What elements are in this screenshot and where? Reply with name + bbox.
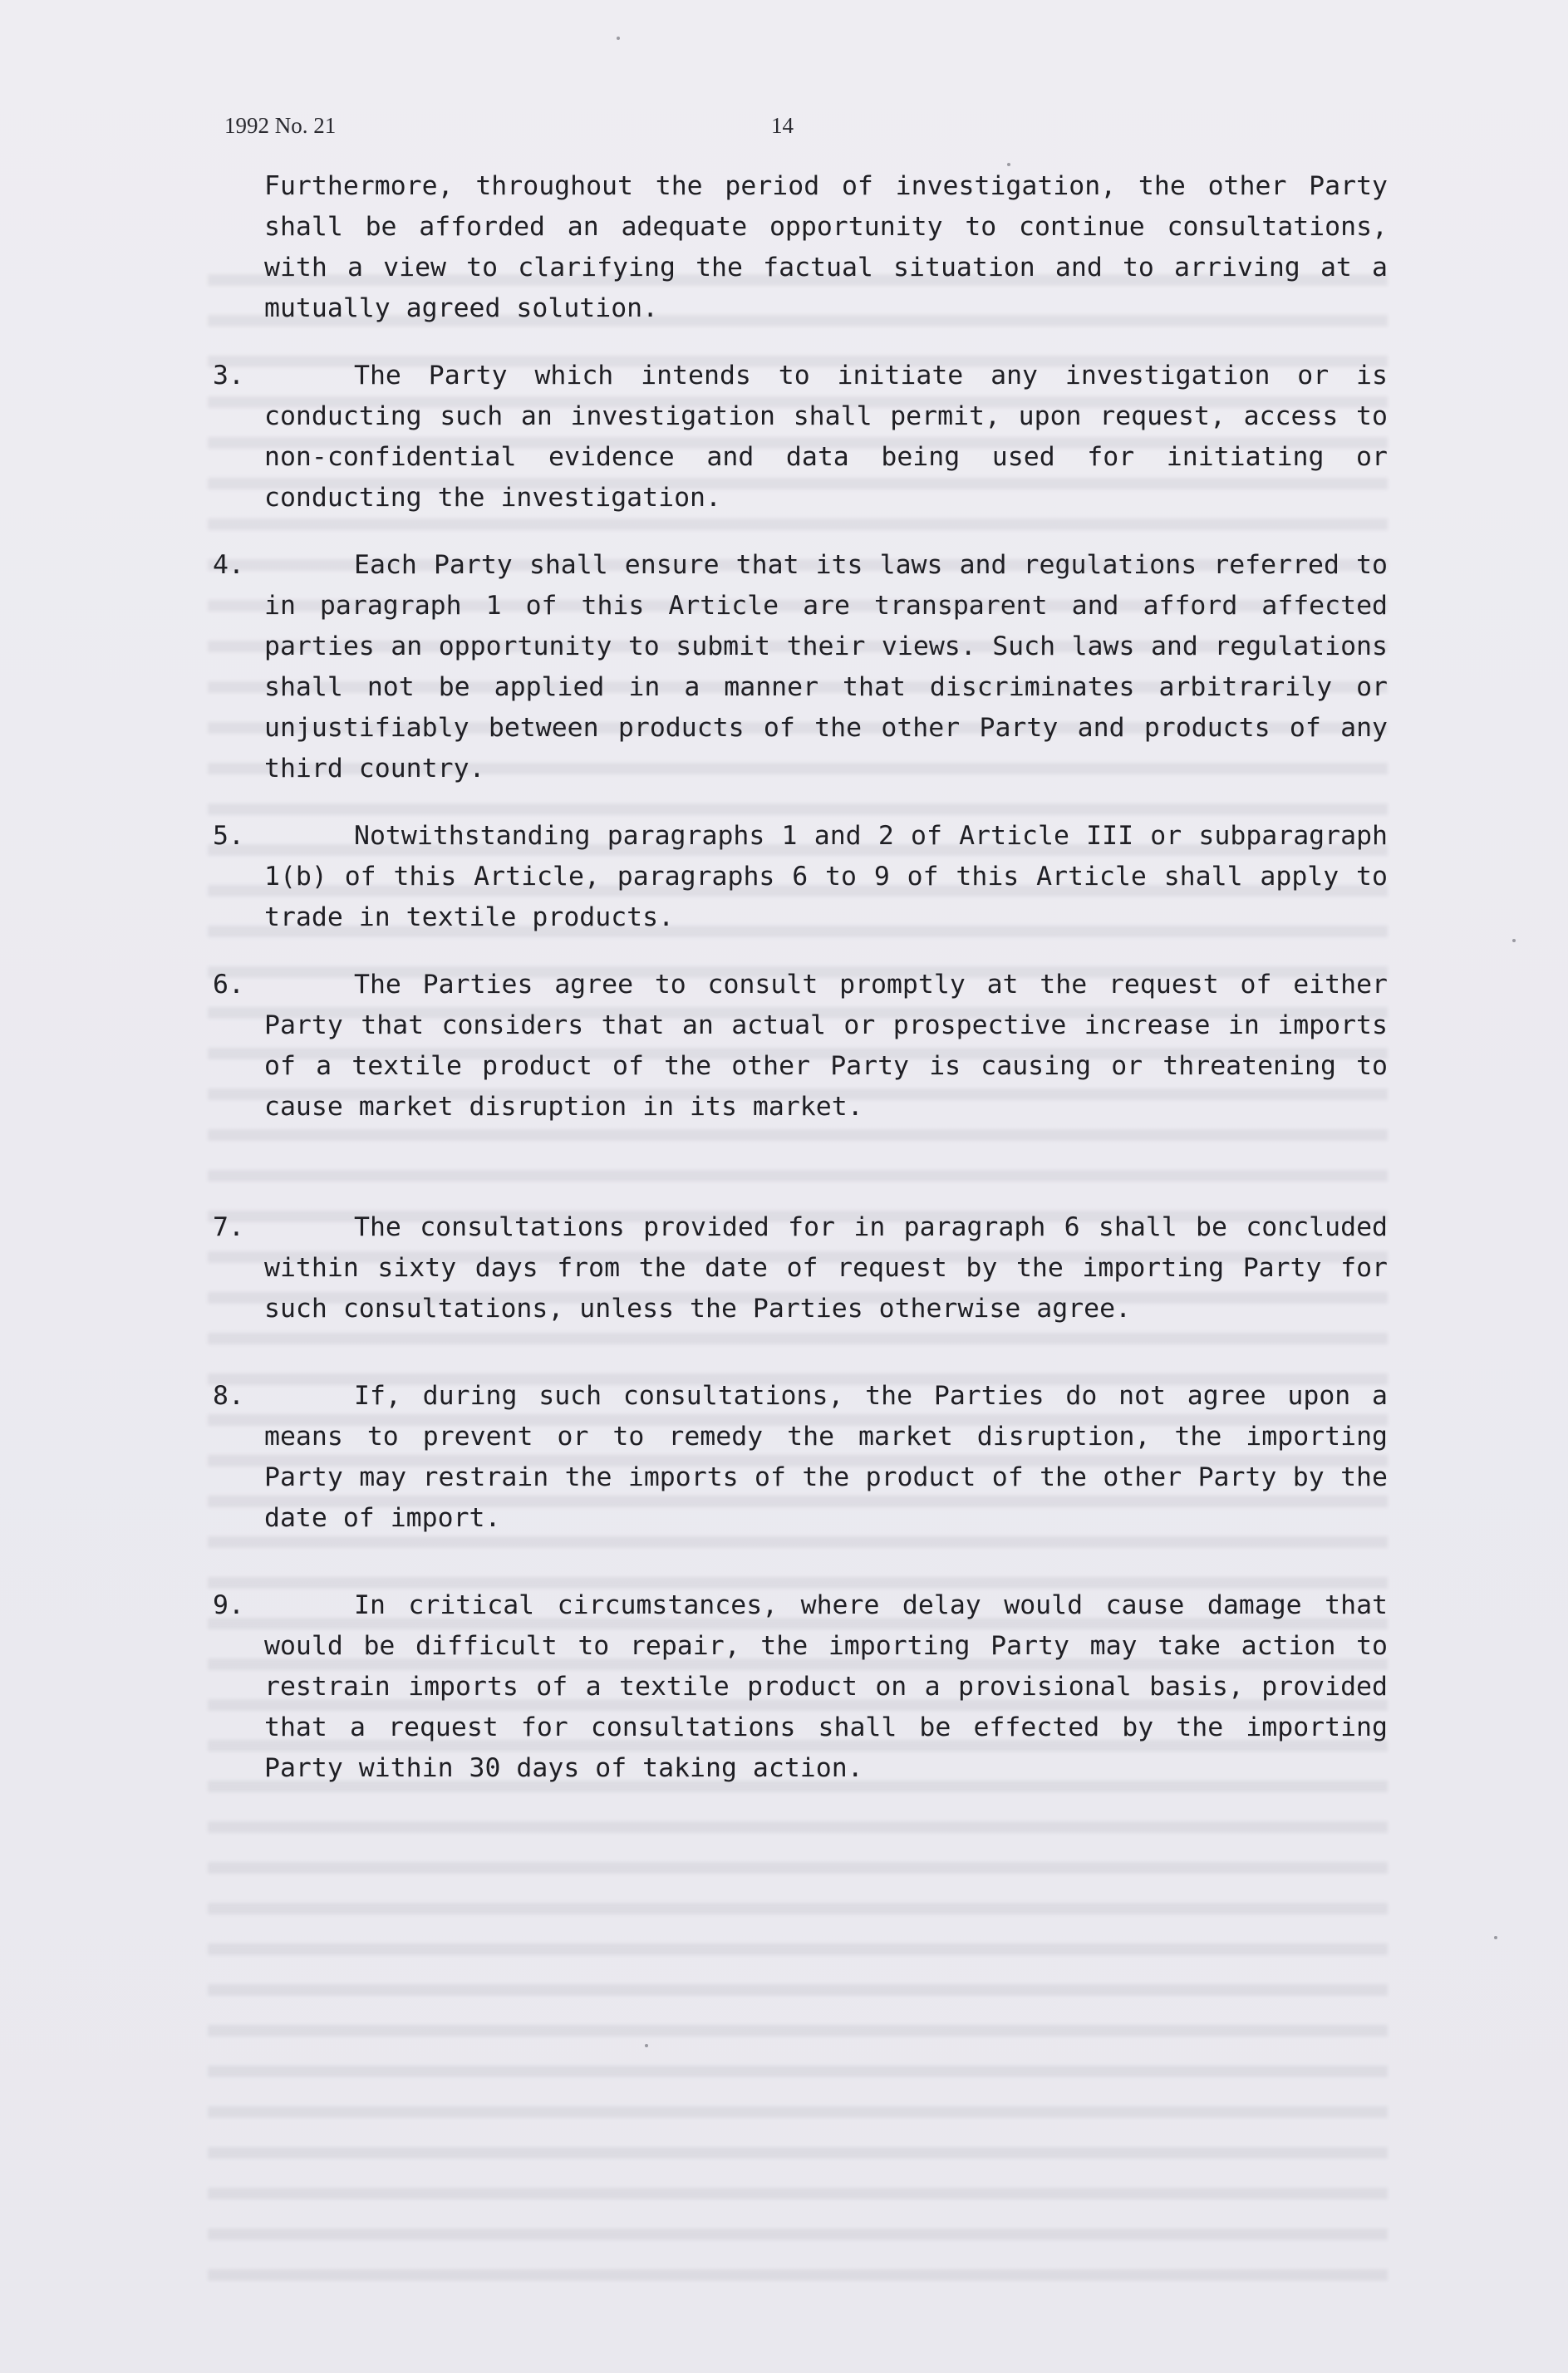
- paragraph-8: [208, 1376, 1388, 1539]
- paragraph-text: Furthermore, throughout the period of investigation, the other Party shall be afforded an adequate opportunity to continue consultations, with a view to clarifying the factual situation and to arriving at a mutually agreed solution.: [264, 171, 1388, 323]
- paragraph-text: Notwithstanding paragraphs 1 and 2 of Article III or subparagraph 1(b) of this Article, paragraphs 6 to 9 of this Article shall apply to trade in textile products.: [264, 821, 1388, 932]
- document-body: [208, 166, 1388, 1789]
- paragraph-7: [208, 1207, 1388, 1329]
- paper-speck: [1007, 163, 1010, 166]
- paragraph-3: [208, 356, 1388, 518]
- paper-speck: [1494, 1936, 1497, 1939]
- paragraph-text: The consultations provided for in paragraph 6 shall be concluded within sixty days from the date of request by the importing Party for such consultations, unless the Parties otherwise agree.: [264, 1212, 1388, 1324]
- paragraph-number: 9.: [213, 1590, 244, 1620]
- paragraph-text: Each Party shall ensure that its laws and regulations referred to in paragraph 1 of this Article are transparent and afford affected parties an opportunity to submit their views. Such laws and regulations shall not be applied in a manner that discriminates arbitrarily or unjustifiably between products of the other Party and products of any third country.: [264, 550, 1388, 784]
- paragraph-text: The Party which intends to initiate any investigation or is conducting such an investigation shall permit, upon request, access to non-confidential evidence and data being used for initiating or conducting the investigation.: [264, 361, 1388, 513]
- paragraph-number: 3.: [213, 361, 244, 391]
- paragraph-text: In critical circumstances, where delay would cause damage that would be difficult to repair, the importing Party may take action to restrain imports of a textile product on a provisional basis, provided that a request for consultations shall be effected by the importing Party within 30 days of taking action.: [264, 1590, 1388, 1783]
- paper-speck: [1512, 939, 1516, 942]
- paragraph-text: The Parties agree to consult promptly at the request of either Party that considers that an actual or prospective increase in imports of a textile product of the other Party is causing or threatening to cause market disruption in its market.: [264, 970, 1388, 1122]
- paper-speck: [645, 2044, 648, 2047]
- paragraph-number: 4.: [213, 550, 244, 580]
- paragraph-text: If, during such consultations, the Parties do not agree upon a means to prevent or to remedy the market disruption, the importing Party may restrain the imports of the product of the other Party by the date of import.: [264, 1381, 1388, 1533]
- paragraph-number: 8.: [213, 1381, 244, 1411]
- paragraph-number: 6.: [213, 970, 244, 1000]
- paragraph-4: [208, 545, 1388, 789]
- paper-speck: [617, 37, 620, 40]
- paragraph-6: [208, 965, 1388, 1128]
- paragraph-number: 5.: [213, 821, 244, 851]
- document-reference: 1992 No. 21: [224, 113, 337, 138]
- paragraph-5: [208, 816, 1388, 938]
- page-number: 14: [771, 113, 794, 138]
- paragraph-continuation: [208, 166, 1388, 329]
- paragraph-number: 7.: [213, 1212, 244, 1242]
- paragraph-9: [208, 1585, 1388, 1789]
